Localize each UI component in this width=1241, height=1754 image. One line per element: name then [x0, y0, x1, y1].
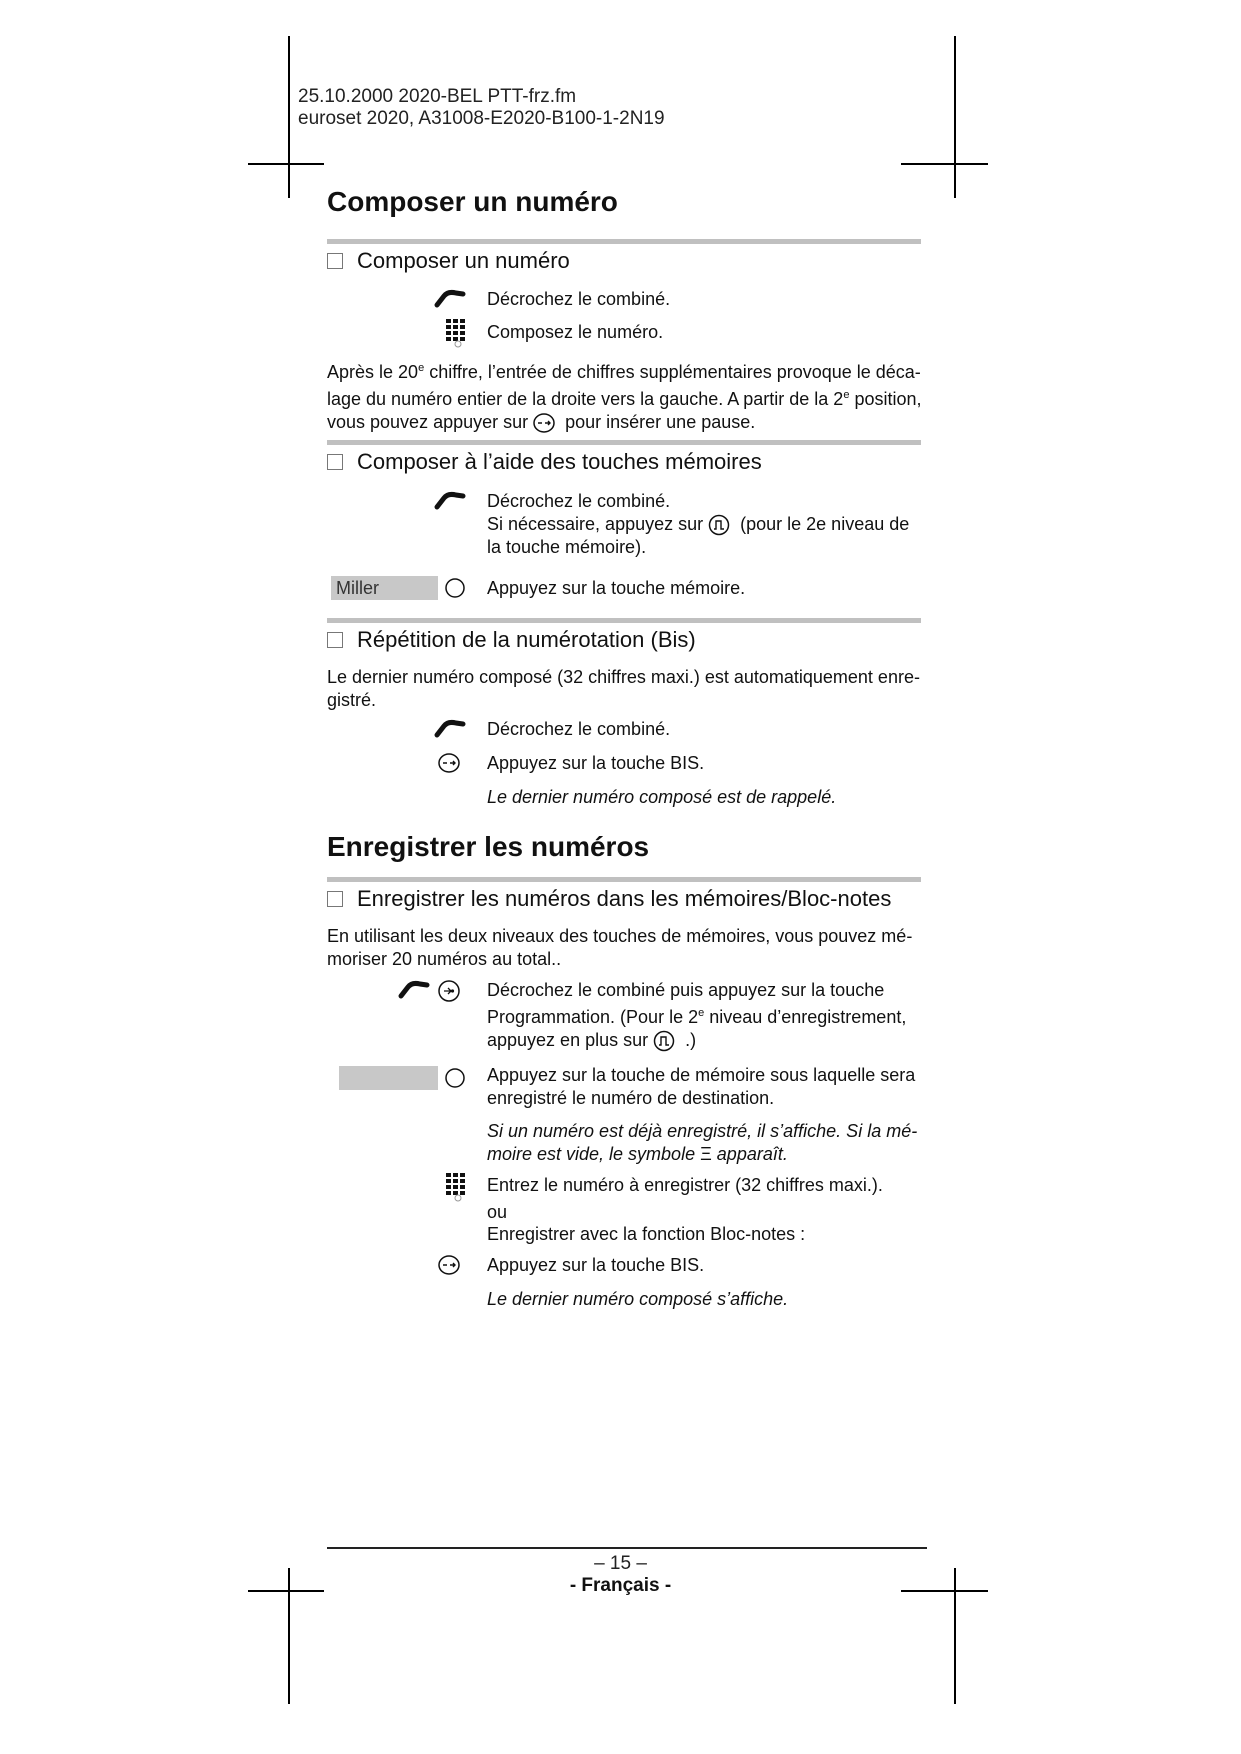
language-label: - Français -	[569, 1575, 672, 1596]
shift-level-icon	[652, 1030, 676, 1052]
superscript: e	[418, 362, 425, 374]
section-rule	[327, 440, 921, 445]
subsection-title-text: Enregistrer les numéros dans les mémoires/Bloc-notes	[357, 886, 892, 911]
empty-symbol: Ξ	[700, 1144, 712, 1164]
crop-mark	[901, 163, 988, 165]
program-icon	[437, 979, 461, 1003]
note-text-part: apparaît.	[711, 1144, 788, 1164]
step-text: Composez le numéro.	[487, 322, 664, 342]
section-title-compose: Composer un numéro	[327, 186, 618, 217]
footer-rule	[327, 1547, 927, 1549]
step-text: Appuyez sur la touche mémoire.	[487, 578, 746, 598]
memory-key-blank	[339, 1066, 438, 1090]
para-text: Après le 20	[327, 362, 419, 382]
memory-button-icon	[444, 1067, 466, 1089]
note-text	[487, 1120, 927, 1166]
step-text	[487, 979, 927, 1052]
section-rule	[327, 877, 921, 882]
para-text: position, vous pouvez appuyer sur	[327, 389, 922, 432]
checkbox-icon	[327, 253, 343, 269]
handset-icon	[434, 490, 466, 510]
result-text: Le dernier numéro composé s’affiche.	[487, 1289, 789, 1309]
checkbox-icon	[327, 891, 343, 907]
step-text	[487, 513, 927, 559]
redial-icon	[437, 1254, 461, 1276]
subsection-title	[327, 248, 570, 274]
memory-key-label: Miller	[331, 576, 438, 600]
header-line2: euroset 2020, A31008-E2020-B100-1-2N19	[298, 108, 665, 129]
crop-mark	[248, 163, 324, 165]
para-text: pour insérer une pause.	[560, 412, 756, 432]
step-text-part: Décrochez le combiné puis appuyez sur la touche Programmation. (Pour le 2	[487, 980, 885, 1027]
redial-icon	[437, 752, 461, 774]
step-text: Appuyez sur la touche de mémoire sous laquelle sera enregistré le numéro de destination.	[487, 1065, 916, 1108]
crop-mark	[288, 36, 290, 198]
subsection-title-text: Répétition de la numérotation (Bis)	[357, 627, 696, 652]
step-text-part: (pour le 2e niveau de la touche mémoire).	[487, 514, 910, 558]
subsection-title-text: Composer un numéro	[357, 248, 570, 273]
section-title-save: Enregistrer les numéros	[327, 831, 650, 862]
header-line1: 25.10.2000 2020-BEL PTT-frz.fm	[298, 86, 577, 107]
keypad-icon	[445, 318, 467, 348]
subsection-title	[327, 886, 891, 912]
checkbox-icon	[327, 454, 343, 470]
result-text: Le dernier numéro composé est de rappelé.	[487, 787, 837, 807]
section-rule	[327, 618, 921, 623]
note-text-part: Si un numéro est déjà enregistré, il s’affiche. Si la mé-moire est vide, le symbole	[487, 1121, 918, 1164]
subsection-title	[327, 627, 696, 653]
paragraph	[327, 357, 927, 434]
superscript: e	[698, 1007, 705, 1019]
handset-icon	[434, 288, 466, 308]
notepad-label: Enregistrer avec la fonction Bloc-notes :	[487, 1224, 806, 1244]
checkbox-icon	[327, 632, 343, 648]
file-header	[298, 86, 665, 130]
paragraph: En utilisant les deux niveaux des touches de mémoires, vous pouvez mé-moriser 20 numéros au total..	[327, 926, 913, 969]
shift-level-icon	[707, 514, 731, 536]
step-text: Décrochez le combiné.	[487, 289, 671, 309]
section-rule	[327, 239, 921, 244]
memory-button-icon	[444, 577, 466, 599]
handset-icon	[398, 979, 430, 999]
para-text: chiffre, l’entrée de chiffres supplémentaires provoque le déca-lage du numéro entier de la droite vers la gauche. A partir de la 2	[327, 362, 921, 409]
step-text: Appuyez sur la touche BIS.	[487, 1255, 705, 1275]
step-text: Appuyez sur la touche BIS.	[487, 753, 705, 773]
subsection-title-text: Composer à l’aide des touches mémoires	[357, 449, 762, 474]
handset-icon	[434, 718, 466, 738]
page-number: – 15 –	[594, 1553, 647, 1574]
keypad-icon	[445, 1172, 467, 1202]
redial-icon	[532, 412, 556, 434]
subsection-title	[327, 449, 762, 475]
superscript: e	[843, 389, 850, 401]
step-text-part: niveau d’enregistrement, appuyez en plus sur	[487, 1007, 907, 1050]
crop-mark	[954, 36, 956, 198]
step-text: Décrochez le combiné.	[487, 491, 671, 511]
step-text-part: .)	[680, 1030, 697, 1050]
step-text: Entrez le numéro à enregistrer (32 chiffres maxi.).	[487, 1175, 883, 1195]
step-text-part: Si nécessaire, appuyez sur	[487, 514, 704, 534]
or-text: ou	[487, 1202, 508, 1222]
step-text: Décrochez le combiné.	[487, 719, 671, 739]
paragraph: Le dernier numéro composé (32 chiffres maxi.) est automatiquement enre-gistré.	[327, 667, 920, 710]
